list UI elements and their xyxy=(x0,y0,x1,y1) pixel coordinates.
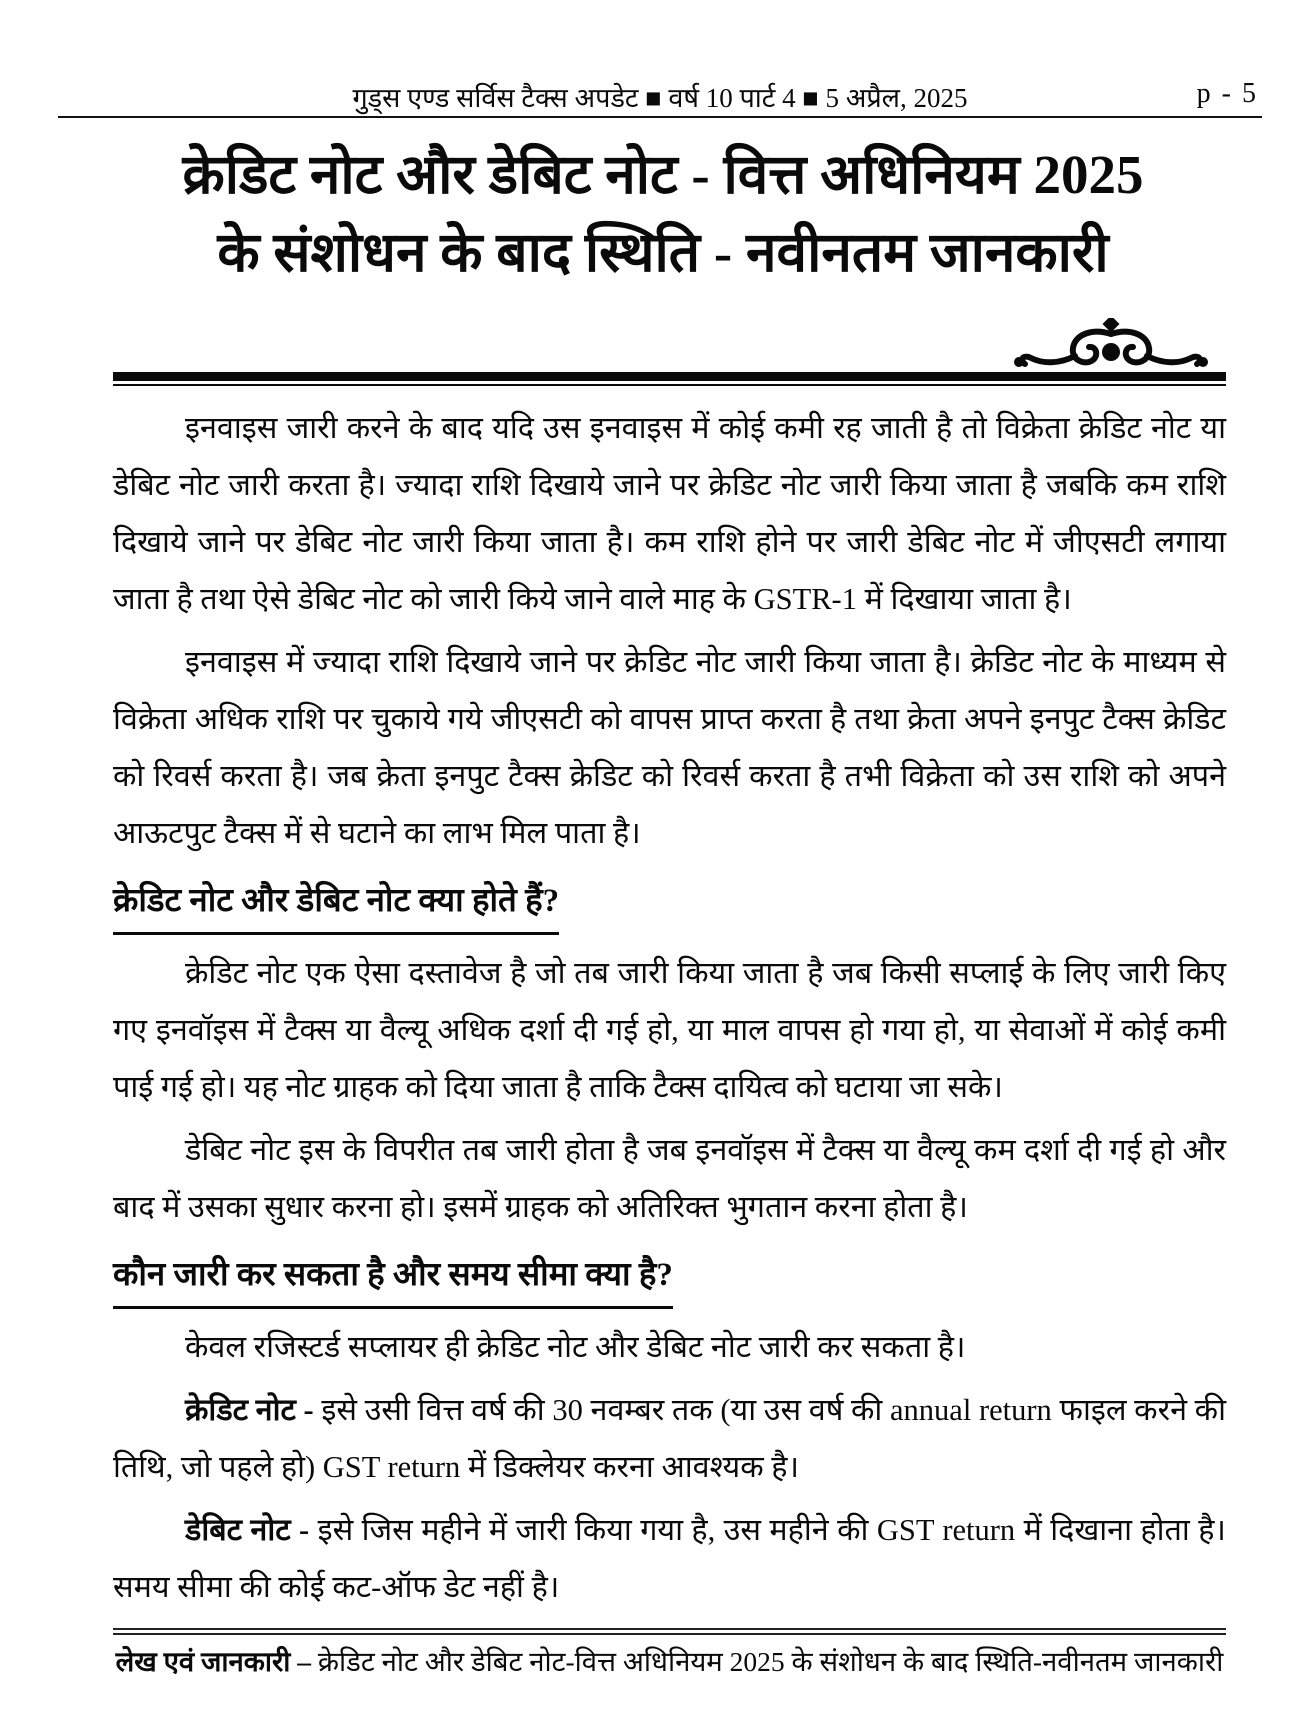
footer-article-reference xyxy=(113,1643,1226,1680)
paragraph-debit-note-timeline xyxy=(113,1502,1226,1616)
article-body xyxy=(113,400,1226,1622)
debit-note-lead-label: डेबिट नोट - xyxy=(185,1513,310,1547)
paragraph-credit-note-timeline xyxy=(113,1382,1226,1496)
section-heading-what-are-notes: क्रेडिट नोट और डेबिट नोट क्या होते हैं? xyxy=(113,876,1226,935)
paragraph-intro-2: इनवाइस में ज्यादा राशि दिखाये जाने पर क्रेडिट नोट जारी किया जाता है। क्रेडिट नोट के माध्यम से विक्रेता अधिक राशि पर चुकाये गये जीएसटी को वापस प्राप्त करता है तथा क्रेता अपने इनपुट टैक्स क्रेडिट को रिवर्स करता है। जब क्रेता इनपुट टैक्स क्रेडिट को रिवर्स करता है तभी विक्रेता को उस राशि को अपने आऊटपुट टैक्स में से घटाने का लाभ मिल पाता है। xyxy=(113,645,1226,850)
paragraph-credit-note-definition: क्रेडिट नोट एक ऐसा दस्तावेज है जो तब जारी किया जाता है जब किसी सप्लाई के लिए जारी किए गए इनवॉइस में टैक्स या वैल्यू अधिक दर्शा दी गई हो, या माल वापस हो गया हो, या सेवाओं में कोई कमी पाई गई हो। यह नोट ग्राहक को दिया जाता है ताकि टैक्स दायित्व को घटाया जा सके। xyxy=(113,956,1226,1104)
footer-label: लेख एवं जानकारी – xyxy=(115,1646,312,1677)
page-footer xyxy=(113,1628,1226,1680)
article-title xyxy=(100,136,1226,292)
section-heading-who-can-issue: कौन जारी कर सकता है और समय सीमा क्या है? xyxy=(113,1250,1226,1309)
footer-title-text: क्रेडिट नोट और डेबिट नोट-वित्त अधिनियम 2025 के संशोधन के बाद स्थिति-नवीनतम जानकारी xyxy=(311,1646,1224,1677)
section-divider-rule xyxy=(113,372,1226,381)
journal-issue-line: गुड्स एण्ड सर्विस टैक्स अपडेट ■ वर्ष 10 पार्ट 4 ■ 5 अप्रैल, 2025 xyxy=(352,83,968,113)
paragraph-debit-note-definition: डेबिट नोट इस के विपरीत तब जारी होता है जब इनवॉइस में टैक्स या वैल्यू कम दर्शा दी गई हो और बाद में उसका सुधार करना हो। इसमें ग्राहक को अतिरिक्त भुगतान करना होता है। xyxy=(113,1133,1226,1224)
paragraph-intro-1: इनवाइस जारी करने के बाद यदि उस इनवाइस में कोई कमी रह जाती है तो विक्रेता क्रेडिट नोट या डेबिट नोट जारी करता है। ज्यादा राशि दिखाये जाने पर क्रेडिट नोट जारी किया जाता है जबकि कम राशि दिखाये जाने पर डेबिट नोट जारी किया जाता है। कम राशि होने पर जारी डेबिट नोट में जीएसटी लगाया जाता है तथा ऐसे डेबिट नोट को जारी किये जाने वाले माह के GSTR-1 में दिखाया जाता है। xyxy=(113,411,1226,616)
running-header xyxy=(58,78,1262,115)
debit-note-timeline-text: इसे जिस महीने में जारी किया गया है, उस महीने की GST return में दिखाना होता है। समय सीमा की कोई कट-ऑफ डेट नहीं है। xyxy=(113,1513,1226,1604)
article-title-line2: के संशोधन के बाद स्थिति - नवीनतम जानकारी xyxy=(217,222,1109,283)
credit-note-timeline-text: इसे उसी वित्त वर्ष की 30 नवम्बर तक (या उस वर्ष की annual return फाइल करने की तिथि, जो पहले हो) GST return में डिक्लेयर करना आवश्यक है। xyxy=(113,1393,1226,1484)
article-title-line1: क्रेडिट नोट और डेबिट नोट - वित्त अधिनियम 2025 xyxy=(182,144,1144,205)
credit-note-lead-label: क्रेडिट नोट - xyxy=(185,1393,314,1427)
header-rule xyxy=(58,116,1262,118)
flourish-ornament-icon xyxy=(1001,318,1221,372)
paragraph-registered-supplier: केवल रजिस्टर्ड सप्लायर ही क्रेडिट नोट और डेबिट नोट जारी कर सकता है। xyxy=(185,1330,966,1364)
page-number: p - 5 xyxy=(1196,78,1258,109)
footer-rule xyxy=(113,1628,1226,1635)
